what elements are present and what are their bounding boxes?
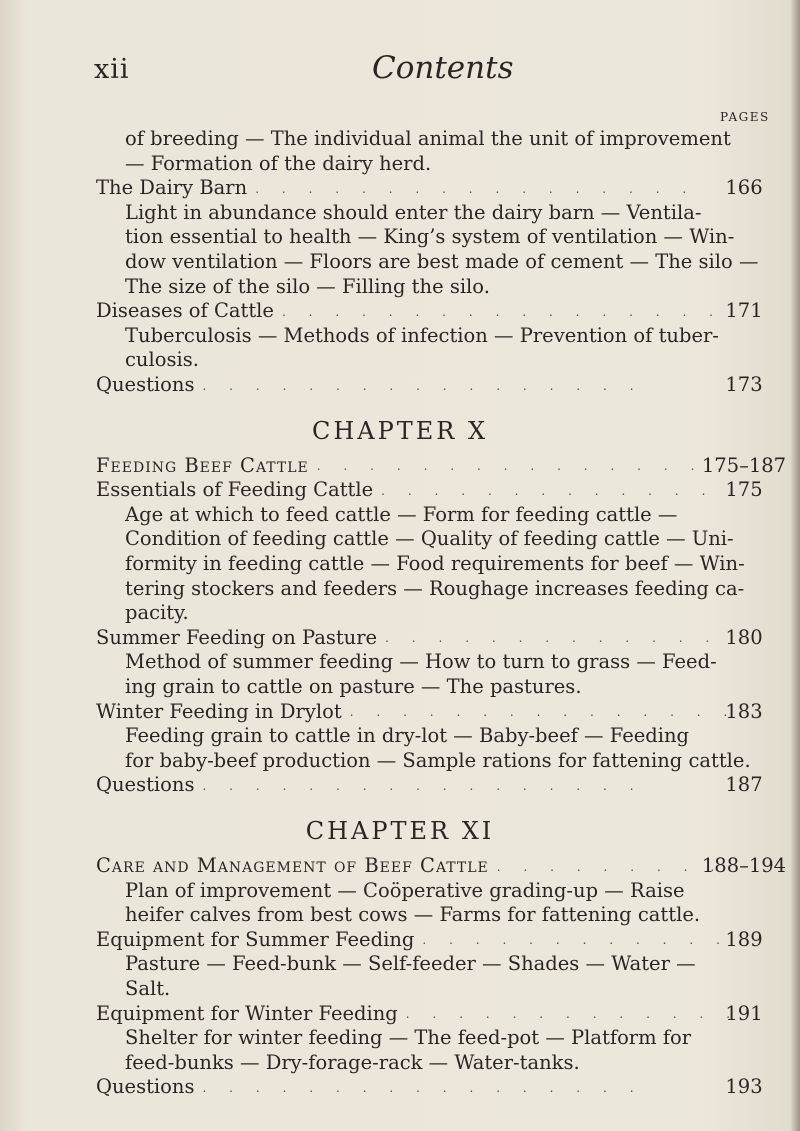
toc-entry-essentials: [96, 479, 736, 501]
entry-title: Equipment for Summer Feeding: [96, 927, 415, 951]
chapter-page-range: 188–194: [701, 854, 787, 877]
entry-title: Diseases of Cattle: [96, 299, 274, 323]
desc-line: formity in feeding cattle — Food requirements for beef — Win-: [125, 552, 745, 575]
desc-line: Plan of improvement — Coöperative grading-up — Raise: [125, 878, 685, 902]
entry-title: The Dairy Barn: [96, 176, 248, 200]
desc-line: Light in abundance should enter the dairy barn — Ventila-: [125, 200, 702, 224]
entry-page: 191: [725, 1001, 763, 1025]
page-edge-shadow: [790, 0, 800, 1131]
toc-entry-winter-feeding: [96, 701, 736, 723]
page-number: xii: [94, 54, 130, 85]
desc-line: — Formation of the dairy herd.: [125, 151, 432, 175]
toc-entry-care-management: [96, 855, 736, 877]
entry-page: 187: [725, 773, 763, 797]
toc-entry-equipment-winter: [96, 1003, 736, 1025]
pages-column-label: PAGES: [720, 110, 770, 124]
leader-dots: [406, 1003, 730, 1025]
entry-page: 166: [725, 176, 763, 200]
desc-line: Tuberculosis — Methods of infection — Prevention of tuber-: [125, 323, 719, 347]
entry-title: Questions: [96, 773, 195, 797]
toc-entry-diseases: [96, 300, 736, 322]
toc-entry-summer-feeding: [96, 627, 736, 649]
desc-line: ing grain to cattle on pasture — The pastures.: [125, 675, 582, 698]
desc-line: Method of summer feeding — How to turn to grass — Feed-: [125, 650, 717, 674]
entry-page: 171: [725, 299, 763, 323]
chapter-heading-xi: CHAPTER XI: [305, 817, 495, 845]
desc-line: culosis.: [125, 348, 199, 372]
leader-dots: [350, 701, 730, 723]
desc-line: tion essential to health — King’s system of ventilation — Win-: [125, 225, 735, 249]
toc-entry-questions: [96, 374, 736, 396]
entry-page: 193: [725, 1075, 763, 1099]
leader-dots: [385, 627, 730, 649]
chapter-title: Feeding Beef Cattle: [96, 453, 309, 477]
desc-line: tering stockers and feeders — Roughage increases feeding ca-: [125, 576, 745, 600]
chapter-heading-x: CHAPTER X: [311, 416, 489, 445]
entry-page: 173: [725, 373, 763, 396]
toc-entry-equipment-summer: [96, 929, 736, 951]
chapter-title: Care and Management of Beef Cattle: [96, 854, 489, 877]
entry-title: Summer Feeding on Pasture: [96, 625, 378, 649]
desc-line: Condition of feeding cattle — Quality of feeding cattle — Uni-: [125, 527, 734, 551]
desc-line: Pasture — Feed-bunk — Self-feeder — Shades — Water —: [125, 952, 696, 976]
entry-title: Questions: [96, 373, 195, 396]
desc-line: The size of the silo — Filling the silo.: [125, 274, 490, 298]
desc-line: Salt.: [125, 977, 171, 1000]
entry-page: 175: [725, 478, 763, 502]
desc-line: feed-bunks — Dry-forage-rack — Water-tanks.: [125, 1050, 580, 1074]
desc-line: dow ventilation — Floors are best made of cement — The silo —: [125, 250, 759, 273]
leader-dots: [381, 479, 730, 501]
leader-dots: [202, 374, 730, 396]
toc-entry-questions: [96, 1076, 736, 1098]
desc-line: heifer calves from best cows — Farms for fattening cattle.: [125, 903, 701, 927]
running-title: Contents: [372, 50, 514, 86]
entry-title: Winter Feeding in Drylot: [96, 699, 342, 723]
entry-title: Essentials of Feeding Cattle: [96, 478, 374, 502]
toc-entry-feeding-beef-cattle: [96, 455, 736, 477]
running-head: [0, 42, 800, 92]
toc-entry-dairy-barn: [96, 177, 736, 199]
leader-dots: [202, 1076, 730, 1098]
leader-dots: [422, 929, 730, 951]
entry-title: Equipment for Winter Feeding: [96, 1001, 398, 1025]
leader-dots: [497, 855, 730, 877]
chapter-page-range: 175–187: [701, 453, 787, 477]
leader-dots: [255, 177, 730, 199]
entry-title: Questions: [96, 1075, 195, 1099]
desc-line: pacity.: [125, 601, 189, 625]
entry-page: 189: [725, 927, 763, 951]
leader-dots: [202, 774, 730, 796]
toc-entry-questions: [96, 774, 736, 796]
desc-line: Feeding grain to cattle in dry-lot — Baby-beef — Feeding: [125, 724, 690, 748]
leader-dots: [282, 300, 730, 322]
desc-line: Age at which to feed cattle — Form for feeding cattle —: [125, 502, 678, 526]
entry-page: 183: [725, 699, 763, 723]
entry-page: 180: [725, 625, 763, 649]
desc-line: Shelter for winter feeding — The feed-pot — Platform for: [125, 1026, 692, 1050]
desc-line: of breeding — The individual animal the unit of improvement: [125, 127, 731, 150]
leader-dots: [317, 455, 730, 477]
desc-line: for baby-beef production — Sample rations for fattening cattle.: [125, 748, 751, 772]
